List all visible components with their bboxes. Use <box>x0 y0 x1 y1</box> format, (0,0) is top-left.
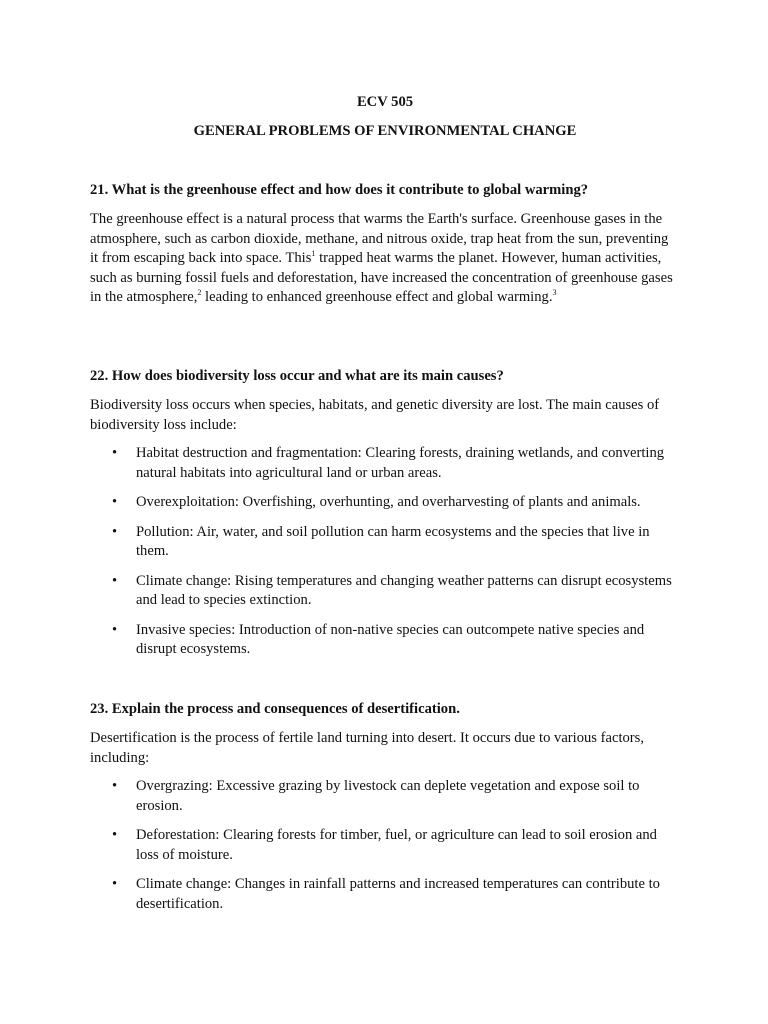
footnote-ref-2: 2 <box>197 288 202 297</box>
course-code: ECV 505 <box>356 94 414 110</box>
question-23-bullet-list <box>90 777 680 924</box>
question-21-heading: 21. What is the greenhouse effect and how does it contribute to global warming? <box>90 182 589 198</box>
course-title: GENERAL PROBLEMS OF ENVIRONMENTAL CHANGE <box>193 123 577 139</box>
question-21-answer <box>90 210 680 308</box>
footnote-ref-1: 1 <box>311 249 316 258</box>
list-item: • Overexploitation: Overfishing, overhunting, and overharvesting of plants and animals. <box>90 493 680 513</box>
question-23-heading: 23. Explain the process and consequences of desertification. <box>90 701 460 717</box>
question-22-bullet-list <box>90 444 680 670</box>
list-item: • Climate change: Rising temperatures and changing weather patterns can disrupt ecosystems and lead to species extinction. <box>90 572 680 611</box>
list-item: • Climate change: Changes in rainfall patterns and increased temperatures can contribute to desertification. <box>90 875 680 914</box>
question-22-intro: Biodiversity loss occurs when species, habitats, and genetic diversity are lost. The main causes of biodiversity loss include: <box>90 397 660 433</box>
answer-21-text-b: trapped heat warms the planet. However, human activities, such as burning fossil fuels and deforestation, have increased the concentration of greenhouse gases in the atmosphere, <box>90 250 673 305</box>
footnote-ref-3: 3 <box>552 288 557 297</box>
list-item: • Invasive species: Introduction of non-native species can outcompete native species and disrupt ecosystems. <box>90 621 680 660</box>
list-item: • Deforestation: Clearing forests for timber, fuel, or agriculture can lead to soil erosion and loss of moisture. <box>90 826 680 865</box>
answer-21-text-c: leading to enhanced greenhouse effect and global warming. <box>201 289 553 305</box>
list-item: • Pollution: Air, water, and soil pollution can harm ecosystems and the species that live in them. <box>90 523 680 562</box>
list-item: • Overgrazing: Excessive grazing by livestock can deplete vegetation and expose soil to erosion. <box>90 777 680 816</box>
question-22-heading: 22. How does biodiversity loss occur and what are its main causes? <box>90 368 504 384</box>
question-23-intro: Desertification is the process of fertile land turning into desert. It occurs due to various factors, including: <box>90 730 644 766</box>
answer-21-text-a: The greenhouse effect is a natural process that warms the Earth's surface. Greenhouse gases in the atmosphere, such as carbon dioxide, methane, and nitrous oxide, trap heat from the sun, preventing it from escaping back into space. This <box>90 211 669 266</box>
list-item: • Habitat destruction and fragmentation: Clearing forests, draining wetlands, and converting natural habitats into agricultural land or urban areas. <box>90 444 680 483</box>
